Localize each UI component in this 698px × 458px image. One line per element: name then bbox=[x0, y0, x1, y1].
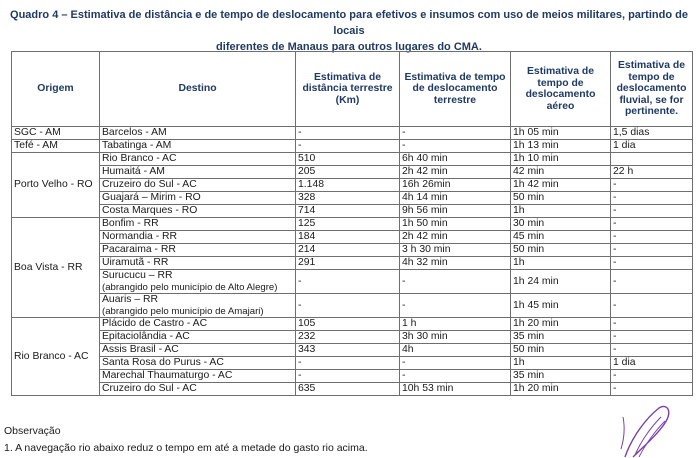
fluv-cell: - bbox=[611, 344, 693, 357]
aereo-cell: 45 min bbox=[511, 231, 611, 244]
header-aereo: Estimativa de tempo de deslocamento aéreo bbox=[511, 52, 611, 127]
origin-cell: SGC - AM bbox=[12, 127, 100, 140]
distance-time-table bbox=[11, 51, 693, 396]
table-row bbox=[12, 257, 693, 270]
dist-cell: 205 bbox=[296, 166, 400, 179]
dist-cell: 714 bbox=[296, 205, 400, 218]
aereo-cell: 50 min bbox=[511, 344, 611, 357]
aereo-cell: 50 min bbox=[511, 244, 611, 257]
aereo-cell: 1h 45 min bbox=[511, 294, 611, 318]
terr-cell: - bbox=[400, 357, 511, 370]
destino-cell: Humaitá - AM bbox=[100, 166, 296, 179]
table-row bbox=[12, 140, 693, 153]
destino-cell bbox=[100, 294, 296, 318]
dist-cell: 214 bbox=[296, 244, 400, 257]
destino-cell: Cruzeiro do Sul - AC bbox=[100, 179, 296, 192]
fluv-cell: - bbox=[611, 205, 693, 218]
table-row bbox=[12, 192, 693, 205]
dist-cell: - bbox=[296, 270, 400, 294]
terr-cell: 3h 30 min bbox=[400, 331, 511, 344]
table-row bbox=[12, 383, 693, 396]
note-text: 1. A navegação rio abaixo reduz o tempo em até a metade do gasto rio acima. bbox=[4, 442, 368, 454]
fluv-cell: 1 dia bbox=[611, 357, 693, 370]
destino-cell: Barcelos - AM bbox=[100, 127, 296, 140]
destino-cell: Cruzeiro do Sul - AC bbox=[100, 383, 296, 396]
table-row bbox=[12, 218, 693, 231]
terr-cell: - bbox=[400, 270, 511, 294]
origin-cell: Porto Velho - RO bbox=[12, 153, 100, 218]
fluv-cell: - bbox=[611, 331, 693, 344]
terr-cell: - bbox=[400, 370, 511, 383]
table-row bbox=[12, 331, 693, 344]
dist-cell: 343 bbox=[296, 344, 400, 357]
table-row bbox=[12, 179, 693, 192]
destino-note: (abrangido pelo município de Alto Alegre) bbox=[102, 281, 278, 293]
destino-cell: Guajará – Mirim - RO bbox=[100, 192, 296, 205]
fluv-cell: 1,5 dias bbox=[611, 127, 693, 140]
aereo-cell: 42 min bbox=[511, 166, 611, 179]
dist-cell: 291 bbox=[296, 257, 400, 270]
terr-cell: 16h 26min bbox=[400, 179, 511, 192]
table-row bbox=[12, 270, 693, 294]
dist-cell: 510 bbox=[296, 153, 400, 166]
terr-cell: - bbox=[400, 127, 511, 140]
aereo-cell: 1h 13 min bbox=[511, 140, 611, 153]
terr-cell: 1h 50 min bbox=[400, 218, 511, 231]
destino-name: Surucucu – RR bbox=[102, 270, 173, 281]
destino-cell: Uiramutã - RR bbox=[100, 257, 296, 270]
dist-cell: 232 bbox=[296, 331, 400, 344]
terr-cell: 4h 32 min bbox=[400, 257, 511, 270]
terr-cell: 1 h bbox=[400, 318, 511, 331]
fluv-cell: - bbox=[611, 192, 693, 205]
destino-cell: Marechal Thaumaturgo - AC bbox=[100, 370, 296, 383]
header-destino: Destino bbox=[100, 52, 296, 127]
aereo-cell: 1h 42 min bbox=[511, 179, 611, 192]
dist-cell: - bbox=[296, 370, 400, 383]
fluv-cell: - bbox=[611, 179, 693, 192]
fluv-cell: - bbox=[611, 383, 693, 396]
table-row bbox=[12, 127, 693, 140]
caption-line-2: diferentes de Manaus para outros lugares do CMA. bbox=[216, 41, 482, 53]
origin-cell: Rio Branco - AC bbox=[12, 318, 100, 396]
header-origem: Origem bbox=[12, 52, 100, 127]
destino-cell: Costa Marques - RO bbox=[100, 205, 296, 218]
terr-cell: 9h 56 min bbox=[400, 205, 511, 218]
table-row bbox=[12, 318, 693, 331]
fluv-cell: 22 h bbox=[611, 166, 693, 179]
aereo-cell: 1h 24 min bbox=[511, 270, 611, 294]
dist-cell: 125 bbox=[296, 218, 400, 231]
fluv-cell bbox=[611, 153, 693, 166]
dist-cell: - bbox=[296, 127, 400, 140]
dist-cell: 105 bbox=[296, 318, 400, 331]
destino-cell: Epitaciolândia - AC bbox=[100, 331, 296, 344]
handwritten-signature bbox=[595, 405, 680, 458]
table-row bbox=[12, 244, 693, 257]
table-caption bbox=[8, 7, 690, 55]
terr-cell: 4h 14 min bbox=[400, 192, 511, 205]
destino-cell: Tabatinga - AM bbox=[100, 140, 296, 153]
header-distancia: Estimativa de distância terrestre (Km) bbox=[296, 52, 400, 127]
aereo-cell: 1h bbox=[511, 357, 611, 370]
table-row bbox=[12, 231, 693, 244]
dist-cell: 1.148 bbox=[296, 179, 400, 192]
terr-cell: 3 h 30 min bbox=[400, 244, 511, 257]
fluv-cell: - bbox=[611, 318, 693, 331]
destino-cell: Santa Rosa do Purus - AC bbox=[100, 357, 296, 370]
aereo-cell: 1h bbox=[511, 205, 611, 218]
fluv-cell: - bbox=[611, 270, 693, 294]
terr-cell: 10h 53 min bbox=[400, 383, 511, 396]
fluv-cell: 1 dia bbox=[611, 140, 693, 153]
table-header-row bbox=[12, 52, 693, 127]
aereo-cell: 35 min bbox=[511, 331, 611, 344]
aereo-cell: 50 min bbox=[511, 192, 611, 205]
header-fluvial: Estimativa de tempo de deslocamento fluvial, se for pertinente. bbox=[611, 52, 693, 127]
caption-line-1: Quadro 4 – Estimativa de distância e de tempo de deslocamento para efetivos e insumos com uso de meios militares, partindo de locais bbox=[10, 9, 688, 37]
fluv-cell: - bbox=[611, 370, 693, 383]
terr-cell: 2h 42 min bbox=[400, 166, 511, 179]
destino-cell: Pacaraima - RR bbox=[100, 244, 296, 257]
fluv-cell: - bbox=[611, 257, 693, 270]
destino-cell bbox=[100, 270, 296, 294]
header-terrestre: Estimativa de tempo de deslocamento terrestre bbox=[400, 52, 511, 127]
aereo-cell: 1h bbox=[511, 257, 611, 270]
origin-cell: Boa Vista - RR bbox=[12, 218, 100, 318]
aereo-cell: 1h 05 min bbox=[511, 127, 611, 140]
destino-cell: Rio Branco - AC bbox=[100, 153, 296, 166]
dist-cell: - bbox=[296, 357, 400, 370]
terr-cell: - bbox=[400, 140, 511, 153]
terr-cell: 2h 42 min bbox=[400, 231, 511, 244]
dist-cell: 328 bbox=[296, 192, 400, 205]
destino-cell: Assis Brasil - AC bbox=[100, 344, 296, 357]
aereo-cell: 35 min bbox=[511, 370, 611, 383]
dist-cell: - bbox=[296, 140, 400, 153]
terr-cell: 4h bbox=[400, 344, 511, 357]
destino-cell: Normandia - RR bbox=[100, 231, 296, 244]
destino-cell: Plácido de Castro - AC bbox=[100, 318, 296, 331]
fluv-cell: - bbox=[611, 231, 693, 244]
terr-cell: 6h 40 min bbox=[400, 153, 511, 166]
aereo-cell: 30 min bbox=[511, 218, 611, 231]
origin-cell: Tefé - AM bbox=[12, 140, 100, 153]
destino-cell: Bonfim - RR bbox=[100, 218, 296, 231]
fluv-cell: - bbox=[611, 294, 693, 318]
aereo-cell: 1h 20 min bbox=[511, 383, 611, 396]
table-row bbox=[12, 205, 693, 218]
dist-cell: - bbox=[296, 294, 400, 318]
terr-cell: - bbox=[400, 294, 511, 318]
table-row bbox=[12, 294, 693, 318]
fluv-cell: - bbox=[611, 244, 693, 257]
table-row bbox=[12, 357, 693, 370]
table-row bbox=[12, 166, 693, 179]
dist-cell: 184 bbox=[296, 231, 400, 244]
aereo-cell: 1h 20 min bbox=[511, 318, 611, 331]
table-row bbox=[12, 344, 693, 357]
table-row bbox=[12, 370, 693, 383]
dist-cell: 635 bbox=[296, 383, 400, 396]
destino-name: Auaris – RR bbox=[102, 294, 159, 305]
destino-note: (abrangido pelo município de Amajari) bbox=[102, 305, 264, 317]
aereo-cell: 1h 10 min bbox=[511, 153, 611, 166]
fluv-cell: - bbox=[611, 218, 693, 231]
table-row bbox=[12, 153, 693, 166]
note-title: Observação bbox=[4, 425, 61, 437]
